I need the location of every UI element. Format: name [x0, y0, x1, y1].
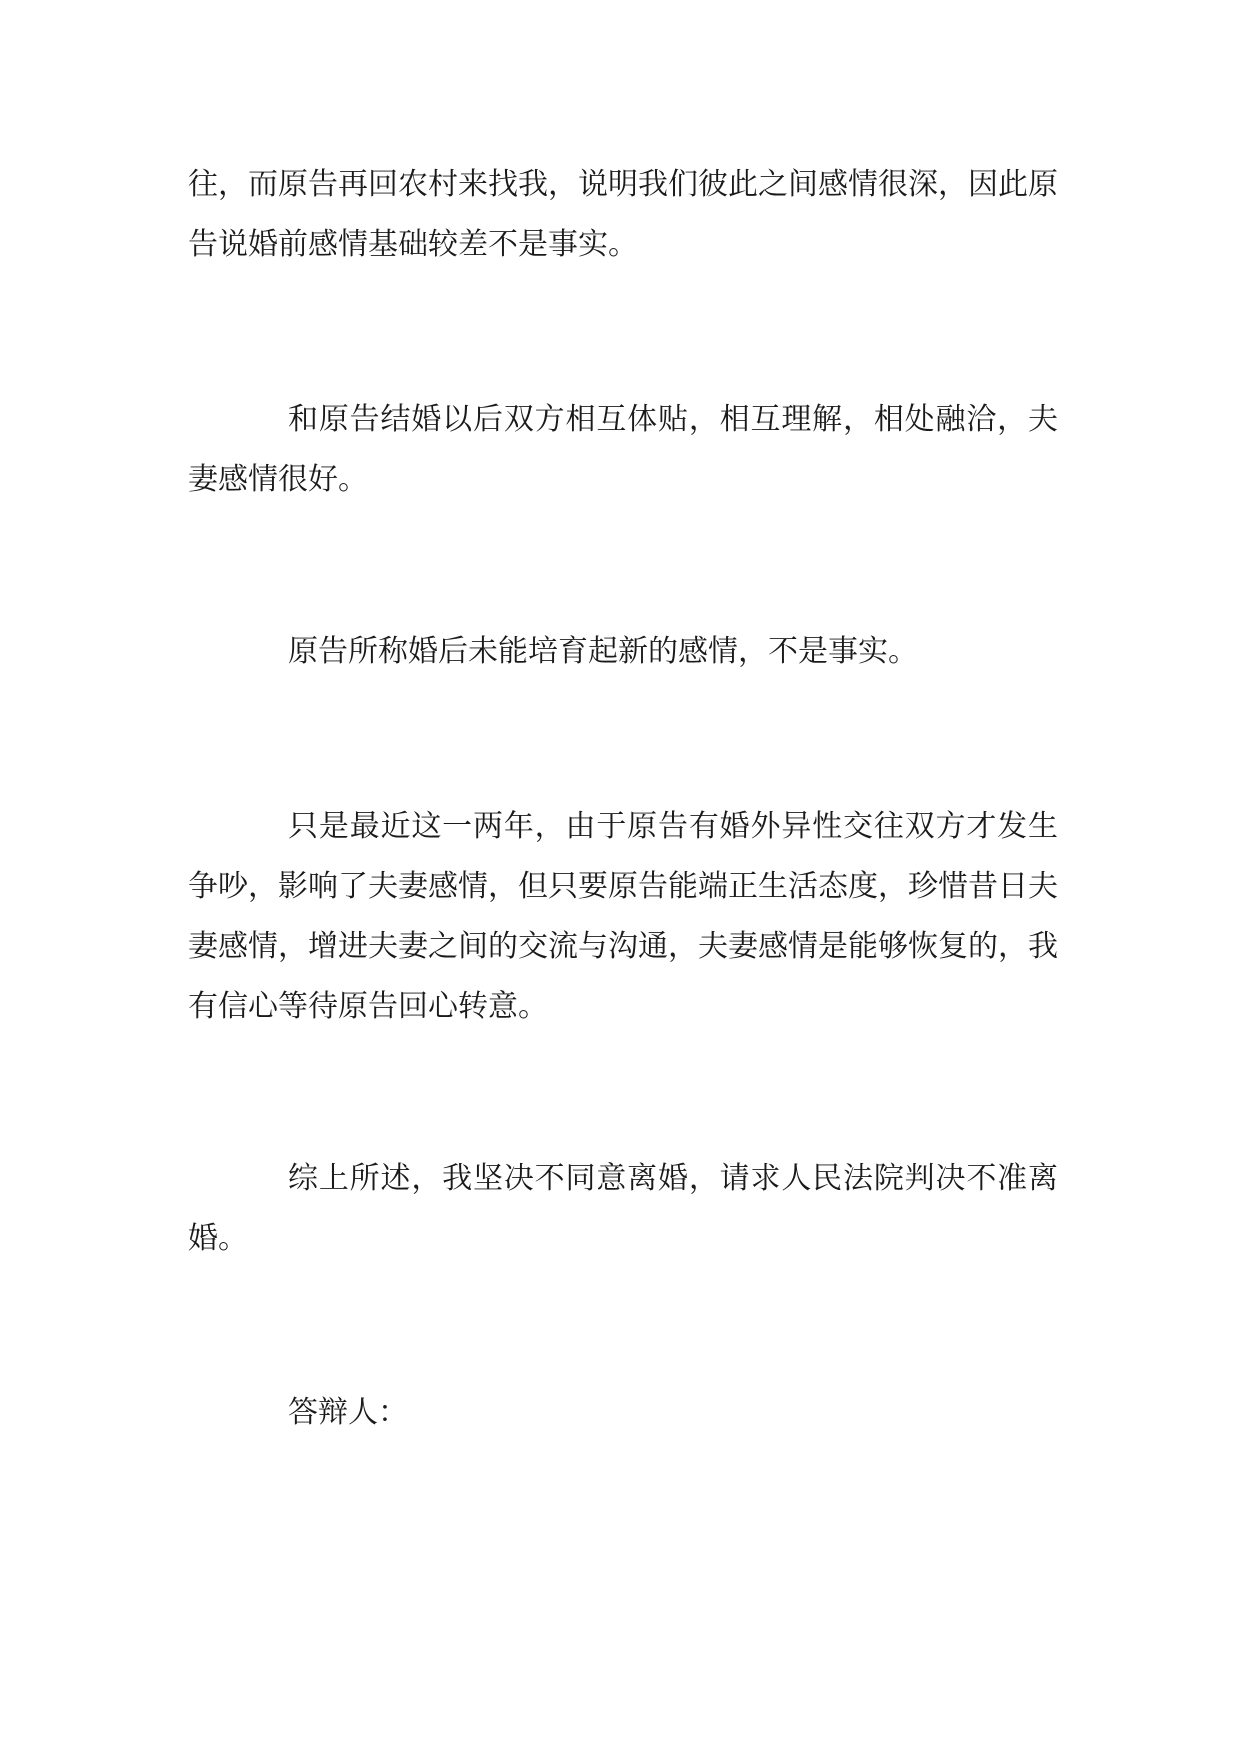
paragraph-marriage-harmony: 和原告结婚以后双方相互体贴，相互理解，相处融洽，夫妻感情很好。 — [188, 402, 1058, 497]
respondent-signature-label: 答辩人： — [288, 1395, 408, 1430]
paragraph-refute-claim: 原告所称婚后未能培育起新的感情，不是事实。 — [288, 634, 918, 669]
paragraph-recent-conflict: 只是最近这一两年，由于原告有婚外异性交往双方才发生争吵，影响了夫妻感情，但只要原告能端正生活态度，珍惜昔日夫妻感情，增进夫妻之间的交流与沟通，夫妻感情是能够恢复的，我有信心等待原告回心转意。 — [188, 809, 1058, 1024]
paragraph-continuation: 往，而原告再回农村来找我，说明我们彼此之间感情很深，因此原告说婚前感情基础较差不是事实。 — [188, 167, 1058, 262]
paragraph-conclusion: 综上所述，我坚决不同意离婚，请求人民法院判决不准离婚。 — [188, 1161, 1058, 1256]
